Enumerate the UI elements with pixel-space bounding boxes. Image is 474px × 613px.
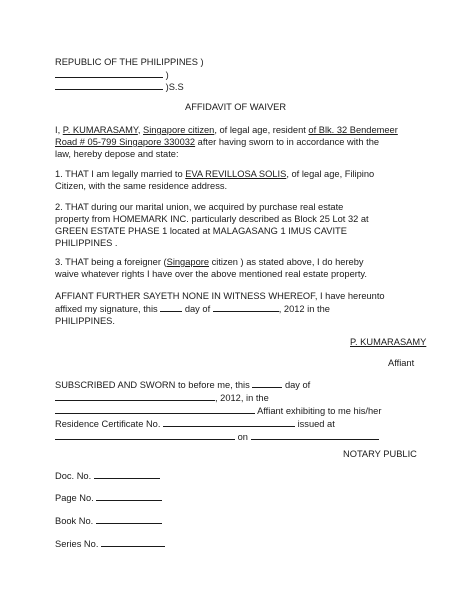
signature-name [350,336,426,348]
series-no-line [55,537,165,550]
republic-text: REPUBLIC OF THE PHILIPPINES ) [55,57,204,67]
intro-text-1: I, [55,125,63,135]
item-2-line-4: PHILIPPINES . [55,238,118,248]
subscribed-text-1: SUBSCRIBED AND SWORN to before me, this [55,380,253,390]
further-line-3: PHILIPPINES. [55,316,115,326]
header-ss: )S.S [165,82,184,92]
subscribed-text-5: Residence Certificate No. [55,419,163,429]
intro-text-4: after having sworn to in accordance with the [195,137,380,147]
further-line-1: AFFIANT FURTHER SAYETH NONE IN WITNESS WHEREOF, I have hereunto [55,291,385,301]
series-no-label: Series No. [55,539,101,549]
item-3-text-2: citizen ) as stated above, I do hereby [209,257,364,267]
doc-no-label: Doc. No. [55,471,94,481]
subscribed-line-3 [55,404,425,417]
further-paragraph [55,290,425,327]
item-3-paragraph [55,256,425,280]
intro-text-3: , of legal age, resident [214,125,309,135]
republic-line [55,56,204,68]
further-text-1: affixed my signature, this [55,304,161,314]
subscribed-line-1 [55,378,425,391]
affiant-citizenship: Singapore citizen [143,125,215,135]
header-blank-2 [55,80,163,90]
intro-line-2 [55,136,425,148]
book-no-label: Book No. [55,516,96,526]
residence-cert-blank[interactable] [163,417,295,427]
affiant-address-2: Road # 05-799 Singapore 330032 [55,137,196,147]
book-no-line [55,514,162,527]
subscribed-text-6: issued at [295,419,335,429]
intro-line-1 [55,124,425,136]
header-paren: ) [165,70,169,80]
subscribed-paragraph [55,378,425,443]
doc-no-blank[interactable] [94,469,160,479]
item-3-citizenship: Singapore [166,257,210,267]
item-1-line-1 [55,168,425,180]
header-line-3 [55,80,184,93]
item-1-line-2: Citizen, with the same residence address. [55,181,228,191]
subscribed-text-4: Affiant exhibiting to me his/her [255,406,382,416]
item-3-text-1: 3. THAT being a foreigner ( [55,257,167,267]
document-title: AFFIDAVIT OF WAIVER [185,102,287,112]
book-no-blank[interactable] [96,514,162,524]
page-no-line [55,491,162,504]
notary-public: NOTARY PUBLIC [343,449,417,459]
subscribed-text-3: , 2012, in the [215,393,269,403]
further-line-2 [55,302,425,315]
item-1-text-1: 1. THAT I am legally married to [55,169,186,179]
item-2-line-3: GREEN ESTATE PHASE 1 located at MALAGASANG 1 IMUS CAVITE [55,226,347,236]
further-text-3: , 2012 in the [278,304,330,314]
item-3-line-1 [55,256,425,268]
subscribed-text-2: day of [282,380,311,390]
sworn-month-blank[interactable] [55,391,215,401]
day-blank[interactable] [160,302,182,312]
item-1-text-2: , of legal age, Filipino [286,169,375,179]
affiant-name: P. KUMARASAMY [62,125,138,135]
issued-at-blank[interactable] [55,430,235,440]
item-3-line-2: waive whatever rights I have over the above mentioned real estate property. [55,269,367,279]
intro-text-2: , [137,125,144,135]
intro-paragraph [55,124,425,160]
item-1-paragraph [55,168,425,192]
signature-name-text: P. KUMARASAMY [350,337,427,347]
intro-line-3: law, hereby depose and state: [55,149,179,159]
series-no-blank[interactable] [101,537,165,547]
subscribed-line-4 [55,417,425,430]
subscribed-line-2 [55,391,425,404]
affiant-address-1: of Blk. 32 Bendemeer [308,125,398,135]
item-2-paragraph [55,201,425,249]
month-blank[interactable] [213,302,279,312]
page-no-label: Page No. [55,493,97,503]
sworn-place-blank[interactable] [55,404,255,414]
item-2-line-2: property from HOMEMARK INC. particularly described as Block 25 Lot 32 at [55,214,369,224]
sworn-day-blank[interactable] [252,378,282,388]
spouse-name: EVA REVILLOSA SOLIS [185,169,287,179]
further-text-2: day of [182,304,213,314]
subscribed-line-5 [55,430,425,443]
subscribed-text-7: on [235,432,251,442]
signature-role: Affiant [388,358,415,368]
page-no-blank[interactable] [96,491,162,501]
header-blank-1 [55,68,163,78]
issued-on-blank[interactable] [251,430,379,440]
item-2-line-1: 2. THAT during our marital union, we acquired by purchase real estate [55,202,344,212]
doc-no-line [55,469,160,482]
